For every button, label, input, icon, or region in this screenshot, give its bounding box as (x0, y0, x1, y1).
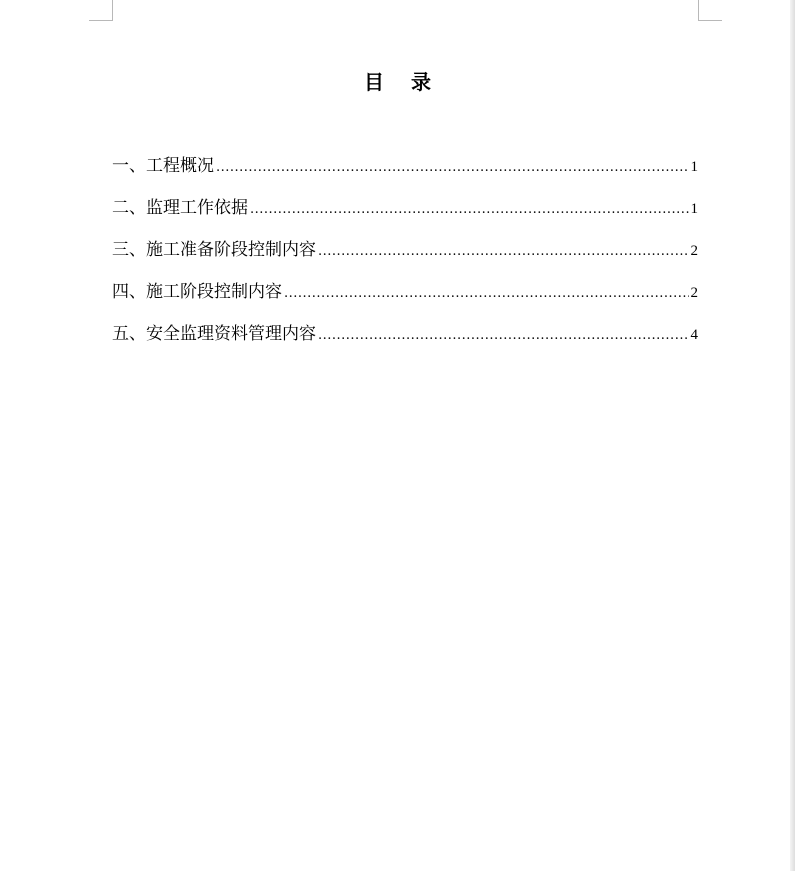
table-of-contents (112, 153, 698, 363)
page-edge (790, 0, 795, 871)
toc-entry-label: 四、施工阶段控制内容 (112, 282, 282, 302)
toc-entry[interactable] (112, 153, 698, 195)
toc-entry[interactable] (112, 237, 698, 279)
toc-entry-label: 二、监理工作依据 (112, 198, 248, 218)
toc-leader-dots (318, 323, 689, 349)
toc-entry-page: 1 (690, 159, 698, 175)
toc-entry-page: 2 (690, 243, 698, 259)
toc-entry[interactable] (112, 321, 698, 363)
toc-entry-label: 三、施工准备阶段控制内容 (112, 240, 316, 260)
crop-mark-top-left (89, 0, 113, 21)
toc-entry-page: 2 (690, 285, 698, 301)
toc-leader-dots (284, 281, 689, 307)
toc-leader-dots (250, 197, 689, 223)
toc-entry-label: 五、安全监理资料管理内容 (112, 324, 316, 344)
crop-mark-top-right (698, 0, 722, 21)
toc-entry-page: 1 (690, 201, 698, 217)
toc-leader-dots (216, 155, 689, 181)
toc-title: 目 录 (364, 70, 441, 94)
toc-entry-label: 一、工程概况 (112, 156, 214, 176)
toc-entry[interactable] (112, 195, 698, 237)
toc-leader-dots (318, 239, 689, 265)
toc-entry-page: 4 (690, 327, 698, 343)
toc-entry[interactable] (112, 279, 698, 321)
